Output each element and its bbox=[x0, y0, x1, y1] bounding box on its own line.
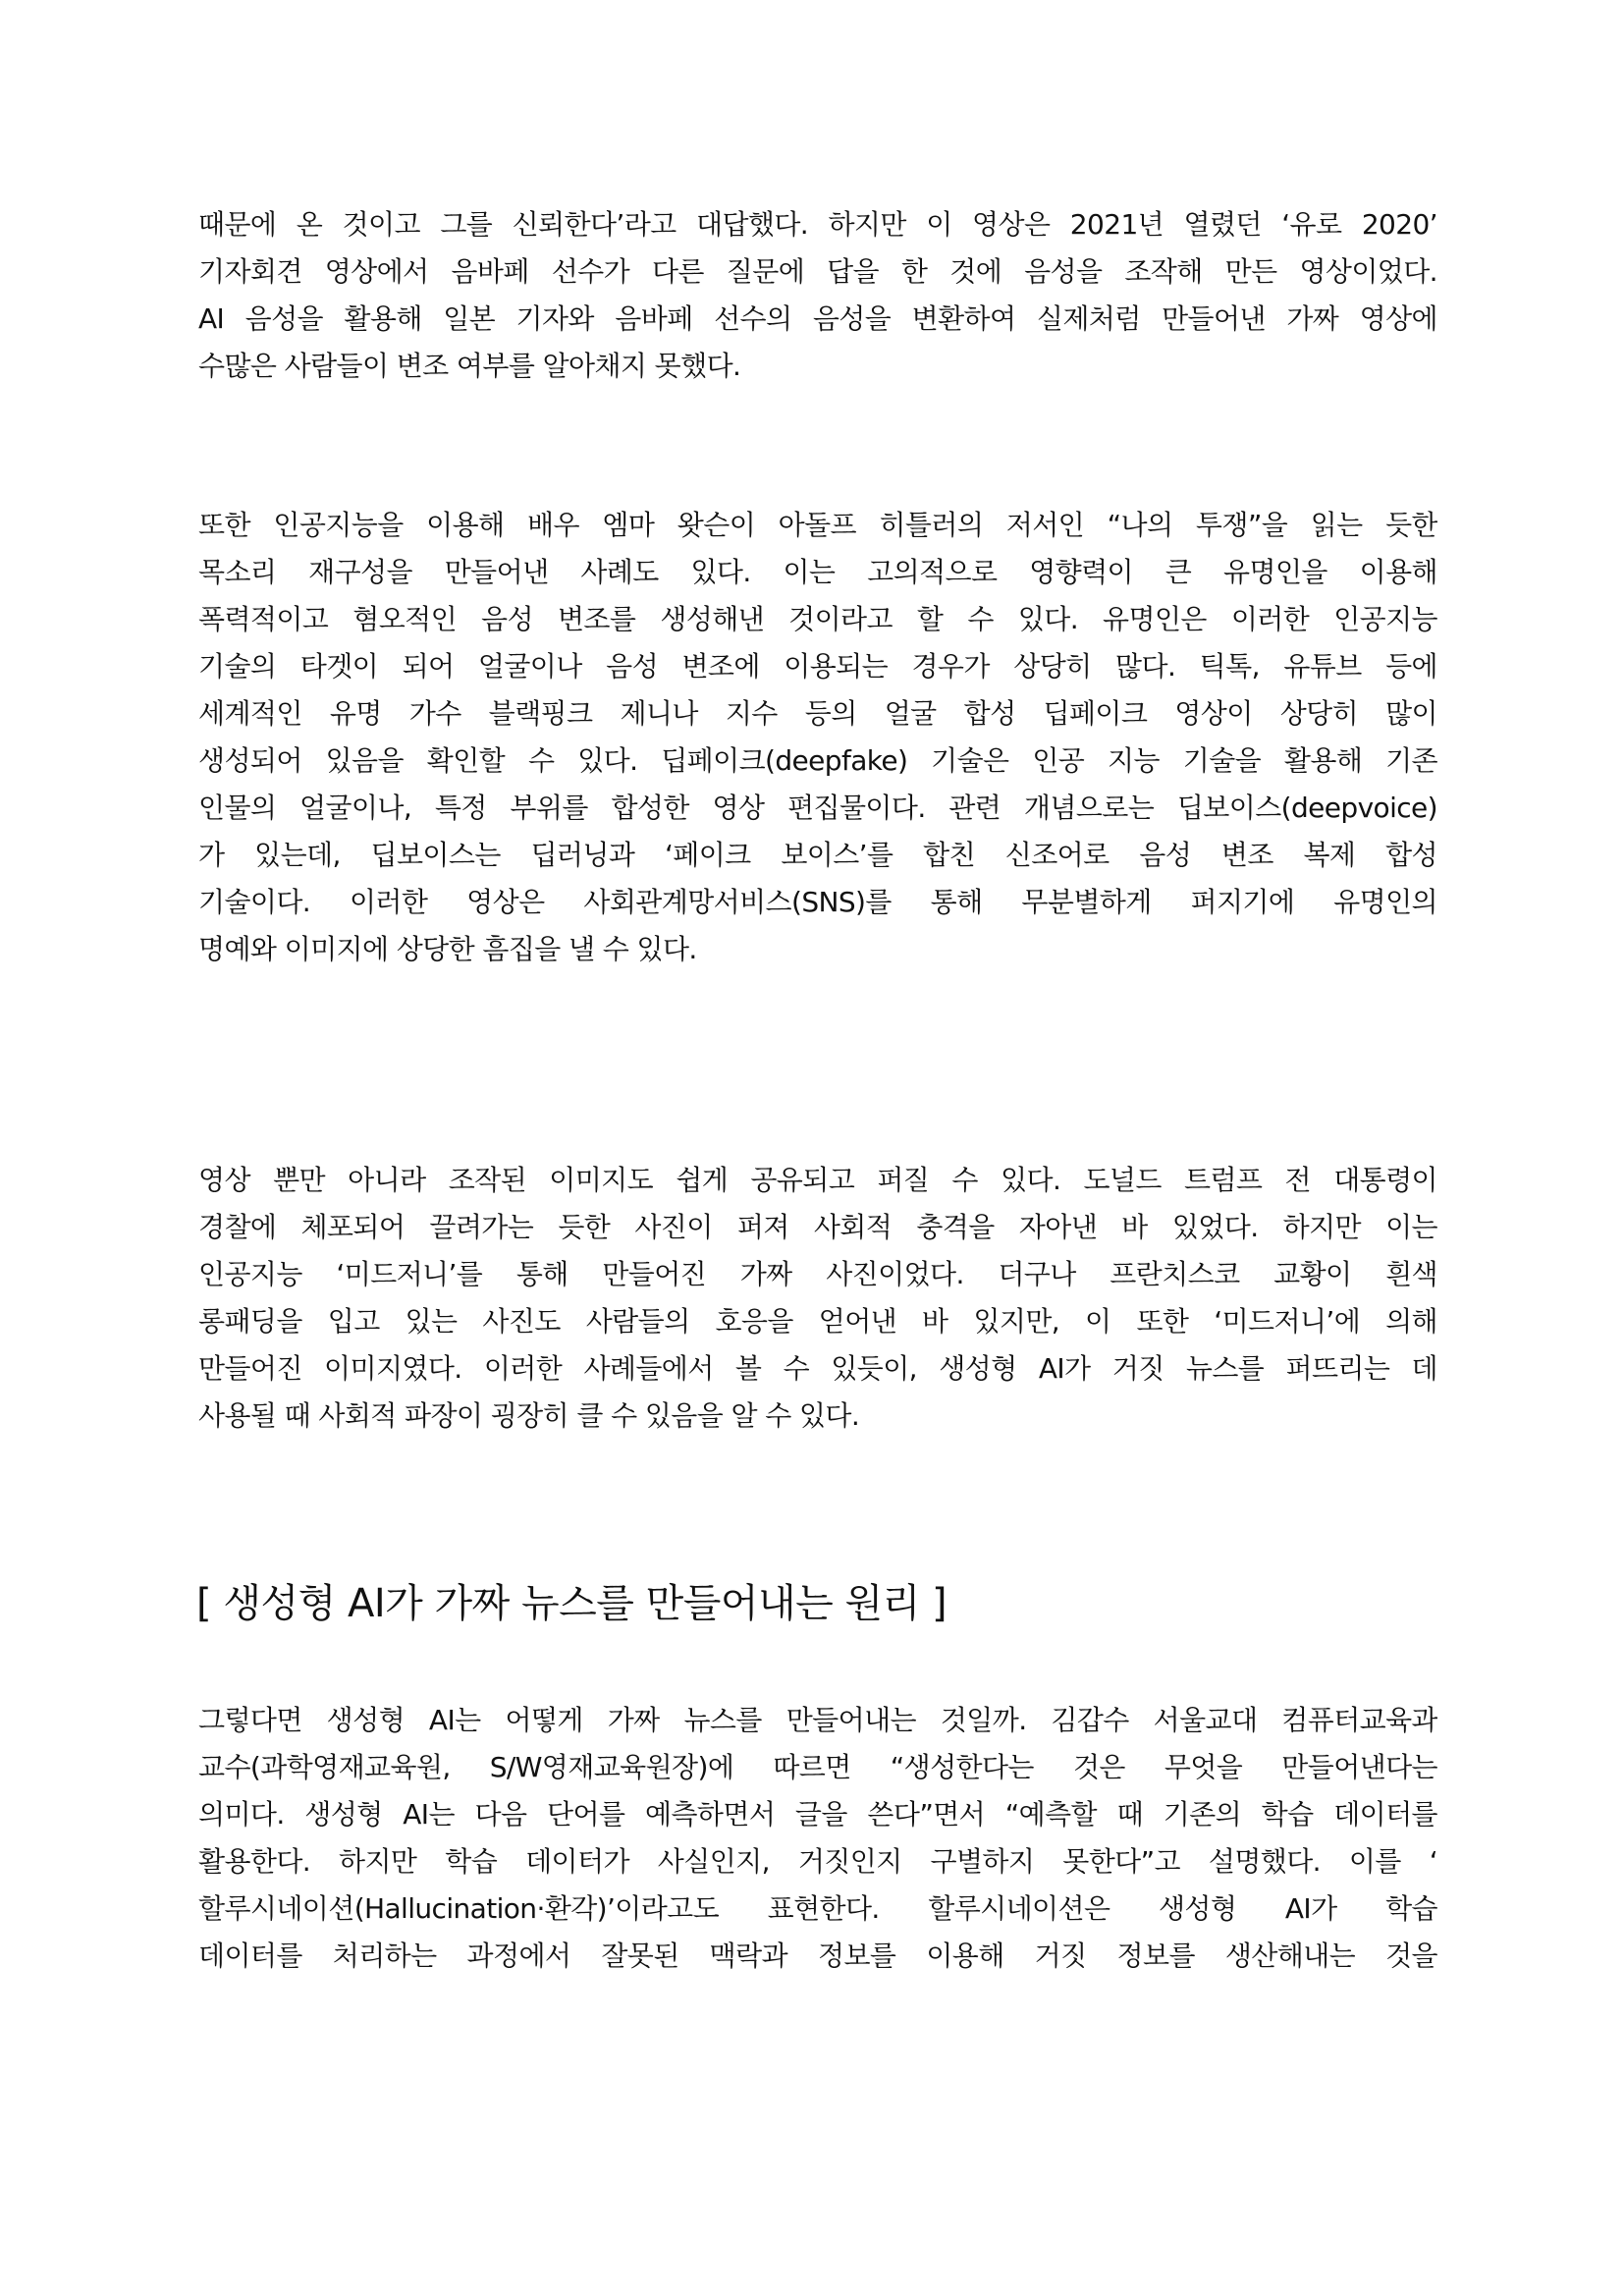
text-line: 폭력적이고 혐오적인 음성 변조를 생성해낸 것이라고 할 수 있다. 유명인은 이러한 인공지능 bbox=[198, 603, 1437, 635]
text-line: 가 있는데, 딥보이스는 딥러닝과 ‘페이크 보이스’를 합친 신조어로 음성 변조 복제 합성 bbox=[198, 839, 1437, 871]
paragraph-generative-ai-principle bbox=[198, 1697, 1437, 1980]
section-heading: [ 생성형 AI가 가짜 뉴스를 만들어내는 원리 ] bbox=[196, 1581, 947, 1626]
text-line: 생성되어 있음을 확인할 수 있다. 딥페이크(deepfake) 기술은 인공 지능 기술을 활용해 기존 bbox=[198, 744, 1437, 777]
text-line: 그렇다면 생성형 AI는 어떻게 가짜 뉴스를 만들어내는 것일까. 김갑수 서울교대 컴퓨터교육과 bbox=[198, 1704, 1437, 1736]
text-line: 데이터를 처리하는 과정에서 잘못된 맥락과 정보를 이용해 거짓 정보를 생산해내는 것을 bbox=[198, 1940, 1437, 1972]
text-line: 인공지능 ‘미드저니’를 통해 만들어진 가짜 사진이었다. 더구나 프란치스코 교황이 흰색 bbox=[198, 1258, 1437, 1290]
text-line: 의미다. 생성형 AI는 다음 단어를 예측하면서 글을 쓴다”면서 “예측할 때 기존의 학습 데이터를 bbox=[198, 1798, 1437, 1831]
text-line: 기술이다. 이러한 영상은 사회관계망서비스(SNS)를 통해 무분별하게 퍼지기에 유명인의 bbox=[198, 886, 1437, 918]
text-line: 때문에 온 것이고 그를 신뢰한다’라고 대답했다. 하지만 이 영상은 2021년 열렸던 ‘유로 2020’ bbox=[198, 208, 1437, 241]
text-line: 사용될 때 사회적 파장이 굉장히 클 수 있음을 알 수 있다. bbox=[198, 1399, 860, 1432]
text-line: 할루시네이션(Hallucination·환각)’이라고도 표현한다. 할루시네이션은 생성형 AI가 학습 bbox=[198, 1892, 1437, 1925]
text-line: 교수(과학영재교육원, S/W영재교육원장)에 따르면 “생성한다는 것은 무엇을 만들어낸다는 bbox=[198, 1751, 1437, 1783]
paragraph-manipulated-images bbox=[198, 1157, 1437, 1440]
text-line: 명예와 이미지에 상당한 흠집을 낼 수 있다. bbox=[198, 933, 697, 965]
text-line: 롱패딩을 입고 있는 사진도 사람들의 호응을 얻어낸 바 있지만, 이 또한 ‘미드저니’에 의해 bbox=[198, 1305, 1437, 1338]
paragraph-mbappe-deepfake bbox=[198, 201, 1437, 390]
text-line: 활용한다. 하지만 학습 데이터가 사실인지, 거짓인지 구별하지 못한다”고 설명했다. 이를 ‘ bbox=[198, 1845, 1437, 1878]
text-line: 만들어진 이미지였다. 이러한 사례들에서 볼 수 있듯이, 생성형 AI가 거짓 뉴스를 퍼뜨리는 데 bbox=[198, 1352, 1437, 1385]
paragraph-celebrity-deepfake bbox=[198, 502, 1437, 973]
text-line: AI 음성을 활용해 일본 기자와 음바페 선수의 음성을 변환하여 실제처럼 만들어낸 가짜 영상에 bbox=[198, 302, 1437, 335]
text-line: 영상 뿐만 아니라 조작된 이미지도 쉽게 공유되고 퍼질 수 있다. 도널드 트럼프 전 대통령이 bbox=[198, 1164, 1437, 1196]
text-line: 또한 인공지능을 이용해 배우 엠마 왓슨이 아돌프 히틀러의 저서인 “나의 투쟁”을 읽는 듯한 bbox=[198, 509, 1437, 541]
text-line: 인물의 얼굴이나, 특정 부위를 합성한 영상 편집물이다. 관련 개념으로는 딥보이스(deepvoice) bbox=[198, 792, 1437, 824]
text-line: 경찰에 체포되어 끌려가는 듯한 사진이 퍼져 사회적 충격을 자아낸 바 있었다. 하지만 이는 bbox=[198, 1211, 1437, 1243]
text-line: 기자회견 영상에서 음바페 선수가 다른 질문에 답을 한 것에 음성을 조작해 만든 영상이었다. bbox=[198, 255, 1437, 288]
text-line: 목소리 재구성을 만들어낸 사례도 있다. 이는 고의적으로 영향력이 큰 유명인을 이용해 bbox=[198, 556, 1437, 588]
text-line: 세계적인 유명 가수 블랙핑크 제니나 지수 등의 얼굴 합성 딥페이크 영상이 상당히 많이 bbox=[198, 697, 1437, 730]
text-line: 기술의 타겟이 되어 얼굴이나 음성 변조에 이용되는 경우가 상당히 많다. 틱톡, 유튜브 등에 bbox=[198, 650, 1437, 683]
text-line: 수많은 사람들이 변조 여부를 알아채지 못했다. bbox=[198, 350, 741, 382]
